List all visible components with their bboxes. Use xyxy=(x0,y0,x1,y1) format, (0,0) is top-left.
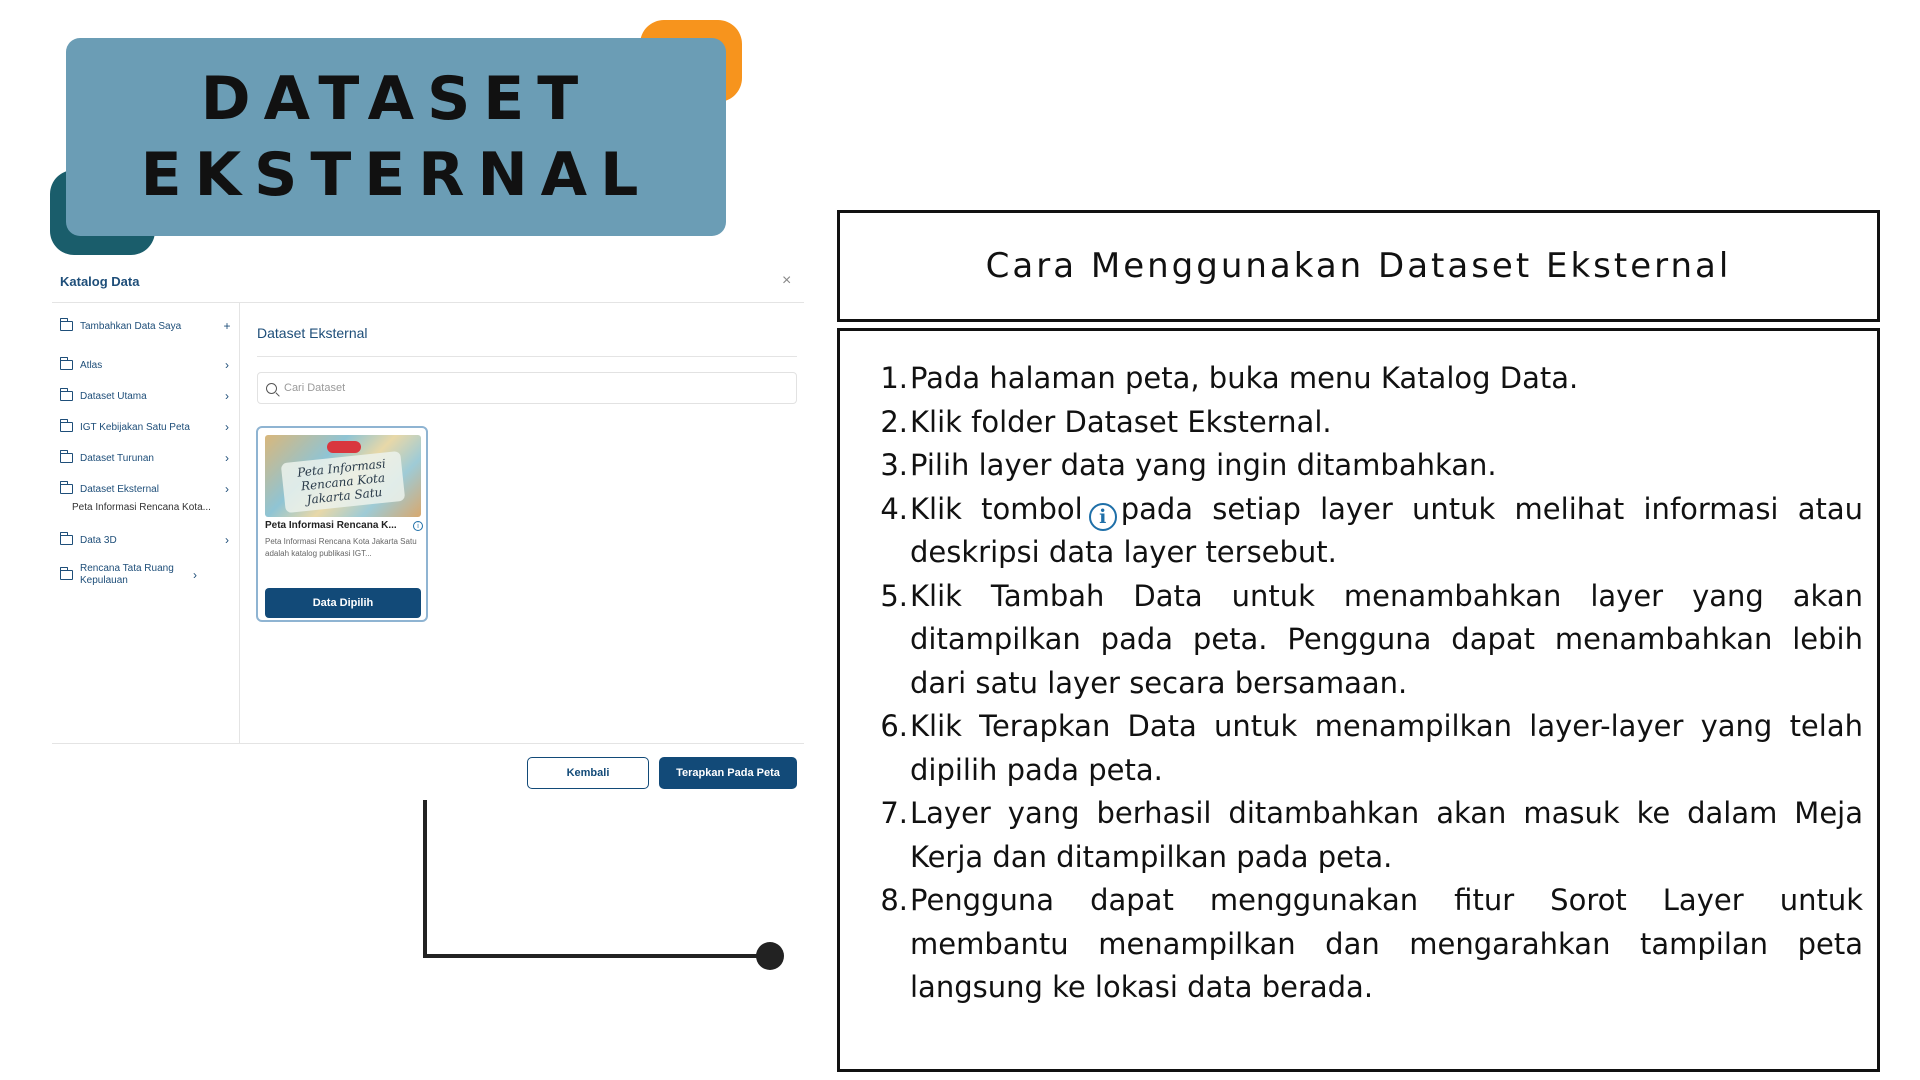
step-number: 5. xyxy=(880,578,908,613)
step-6 xyxy=(876,705,1863,792)
folder-icon xyxy=(60,535,73,545)
folder-icon xyxy=(60,391,73,401)
sidebar-item-label: Atlas xyxy=(80,359,103,371)
sidebar-item-tambahkan-data-saya[interactable] xyxy=(60,319,232,333)
step-text: Klik folder Dataset Eksternal. xyxy=(910,404,1332,439)
step-7 xyxy=(876,792,1863,879)
thumbnail-caption: Peta Informasi Rencana Kota Jakarta Satu xyxy=(281,451,406,513)
step-1 xyxy=(876,357,1863,401)
sidebar-item-label: Rencana Tata Ruang Kepulauan xyxy=(80,563,174,586)
thumbnail-badge xyxy=(327,441,361,453)
katalog-data-dialog xyxy=(52,262,804,802)
chevron-right-icon: › xyxy=(225,451,229,465)
dataset-thumbnail xyxy=(265,435,421,517)
sidebar-item-data-3d[interactable] xyxy=(60,533,232,547)
sidebar-item-label: Dataset Eksternal xyxy=(80,483,159,495)
chevron-right-icon: › xyxy=(225,482,229,496)
chevron-right-icon: › xyxy=(225,389,229,403)
instructions-list xyxy=(876,357,1863,1010)
folder-icon xyxy=(60,422,73,432)
search-input[interactable] xyxy=(284,382,784,394)
chevron-right-icon: › xyxy=(225,358,229,372)
folder-icon xyxy=(60,321,73,331)
step-text: Pilih layer data yang ingin ditambahkan. xyxy=(910,448,1497,482)
dialog-title: Katalog Data xyxy=(60,274,140,289)
title-banner xyxy=(66,38,726,236)
sidebar-item-rencana-tata-ruang-kepulauan[interactable] xyxy=(60,563,232,587)
divider xyxy=(52,743,804,744)
sidebar-item-label: Data 3D xyxy=(80,534,117,546)
card-title: Peta Informasi Rencana K... xyxy=(265,520,397,531)
connector-line xyxy=(420,800,790,970)
step-5 xyxy=(876,575,1863,706)
connector-dot xyxy=(756,942,784,970)
sidebar-item-label: Dataset Utama xyxy=(80,390,147,402)
sidebar-item-dataset-turunan[interactable] xyxy=(60,451,232,465)
step-number: 1. xyxy=(880,361,908,395)
step-text-after-icon: pada setiap layer untuk melihat informasi atau deskripsi data layer tersebut. xyxy=(910,491,1863,569)
step-3 xyxy=(876,444,1863,488)
connector-path xyxy=(425,800,770,956)
sidebar-item-atlas[interactable] xyxy=(60,358,232,372)
card-title-row xyxy=(265,520,423,531)
chevron-right-icon: › xyxy=(225,420,229,434)
sidebar-item-label: IGT Kebijakan Satu Peta xyxy=(80,421,190,433)
sidebar-item-label: Dataset Turunan xyxy=(80,452,154,464)
panel-title: Dataset Eksternal xyxy=(257,325,368,341)
sidebar-item-label: Tambahkan Data Saya xyxy=(80,320,182,332)
step-number: 3. xyxy=(880,448,908,482)
step-text xyxy=(908,488,1863,575)
card-description: Peta Informasi Rencana Kota Jakarta Satu adalah katalog publikasi IGT... xyxy=(265,537,417,558)
step-text: Klik Tambah Data untuk menambahkan layer yang akan ditampilkan pada peta. Pengguna dapat menambahkan lebih dari satu layer secara bersamaan. xyxy=(910,578,1863,700)
catalog-sidebar xyxy=(52,303,240,743)
instructions-title: Cara Menggunakan Dataset Eksternal xyxy=(985,246,1732,286)
step-2 xyxy=(876,401,1863,445)
terapkan-pada-peta-button[interactable]: Terapkan Pada Peta xyxy=(659,757,797,789)
step-text-before-icon: Klik tombol xyxy=(910,491,1083,526)
step-number: 4. xyxy=(880,491,908,526)
kembali-button[interactable]: Kembali xyxy=(527,757,649,789)
search-icon xyxy=(266,383,277,394)
divider xyxy=(257,356,797,357)
step-8 xyxy=(876,879,1863,1010)
folder-icon xyxy=(60,453,73,463)
search-box[interactable] xyxy=(257,372,797,404)
sidebar-item-dataset-utama[interactable] xyxy=(60,389,232,403)
step-number: 6. xyxy=(880,709,908,743)
step-number: 7. xyxy=(880,796,908,830)
instructions-header xyxy=(837,210,1880,322)
info-icon: i xyxy=(1089,503,1117,531)
step-text: Klik Terapkan Data untuk menampilkan layer-layer yang telah dipilih pada peta. xyxy=(910,709,1863,787)
banner-title-line-2: EKSTERNAL xyxy=(140,140,652,210)
folder-icon xyxy=(60,484,73,494)
step-text: Layer yang berhasil ditambahkan akan masuk ke dalam Meja Kerja dan ditampilkan pada peta. xyxy=(910,796,1863,874)
dataset-card[interactable] xyxy=(256,426,428,622)
sidebar-item-igt-kebijakan-satu-peta[interactable] xyxy=(60,420,232,434)
step-text: Pengguna dapat menggunakan fitur Sorot Layer untuk membantu menampilkan dan mengarahkan tampilan peta langsung ke lokasi data berada. xyxy=(910,883,1863,1004)
instructions-box xyxy=(837,328,1880,1072)
step-number: 8. xyxy=(880,883,908,917)
banner-title-line-1: DATASET xyxy=(200,64,592,134)
folder-icon xyxy=(60,360,73,370)
step-number: 2. xyxy=(880,404,908,439)
step-text: Pada halaman peta, buka menu Katalog Data. xyxy=(910,361,1579,395)
step-4 xyxy=(876,488,1863,575)
sidebar-sub-item-peta-informasi[interactable]: Peta Informasi Rencana Kota... xyxy=(72,502,211,513)
close-icon[interactable]: × xyxy=(782,272,792,289)
info-icon[interactable]: i xyxy=(413,521,423,531)
plus-icon[interactable]: + xyxy=(223,319,231,333)
chevron-right-icon: › xyxy=(193,568,197,582)
folder-icon xyxy=(60,570,73,580)
chevron-right-icon: › xyxy=(225,533,229,547)
sidebar-item-dataset-eksternal[interactable] xyxy=(60,482,232,496)
data-dipilih-button[interactable]: Data Dipilih xyxy=(265,588,421,618)
